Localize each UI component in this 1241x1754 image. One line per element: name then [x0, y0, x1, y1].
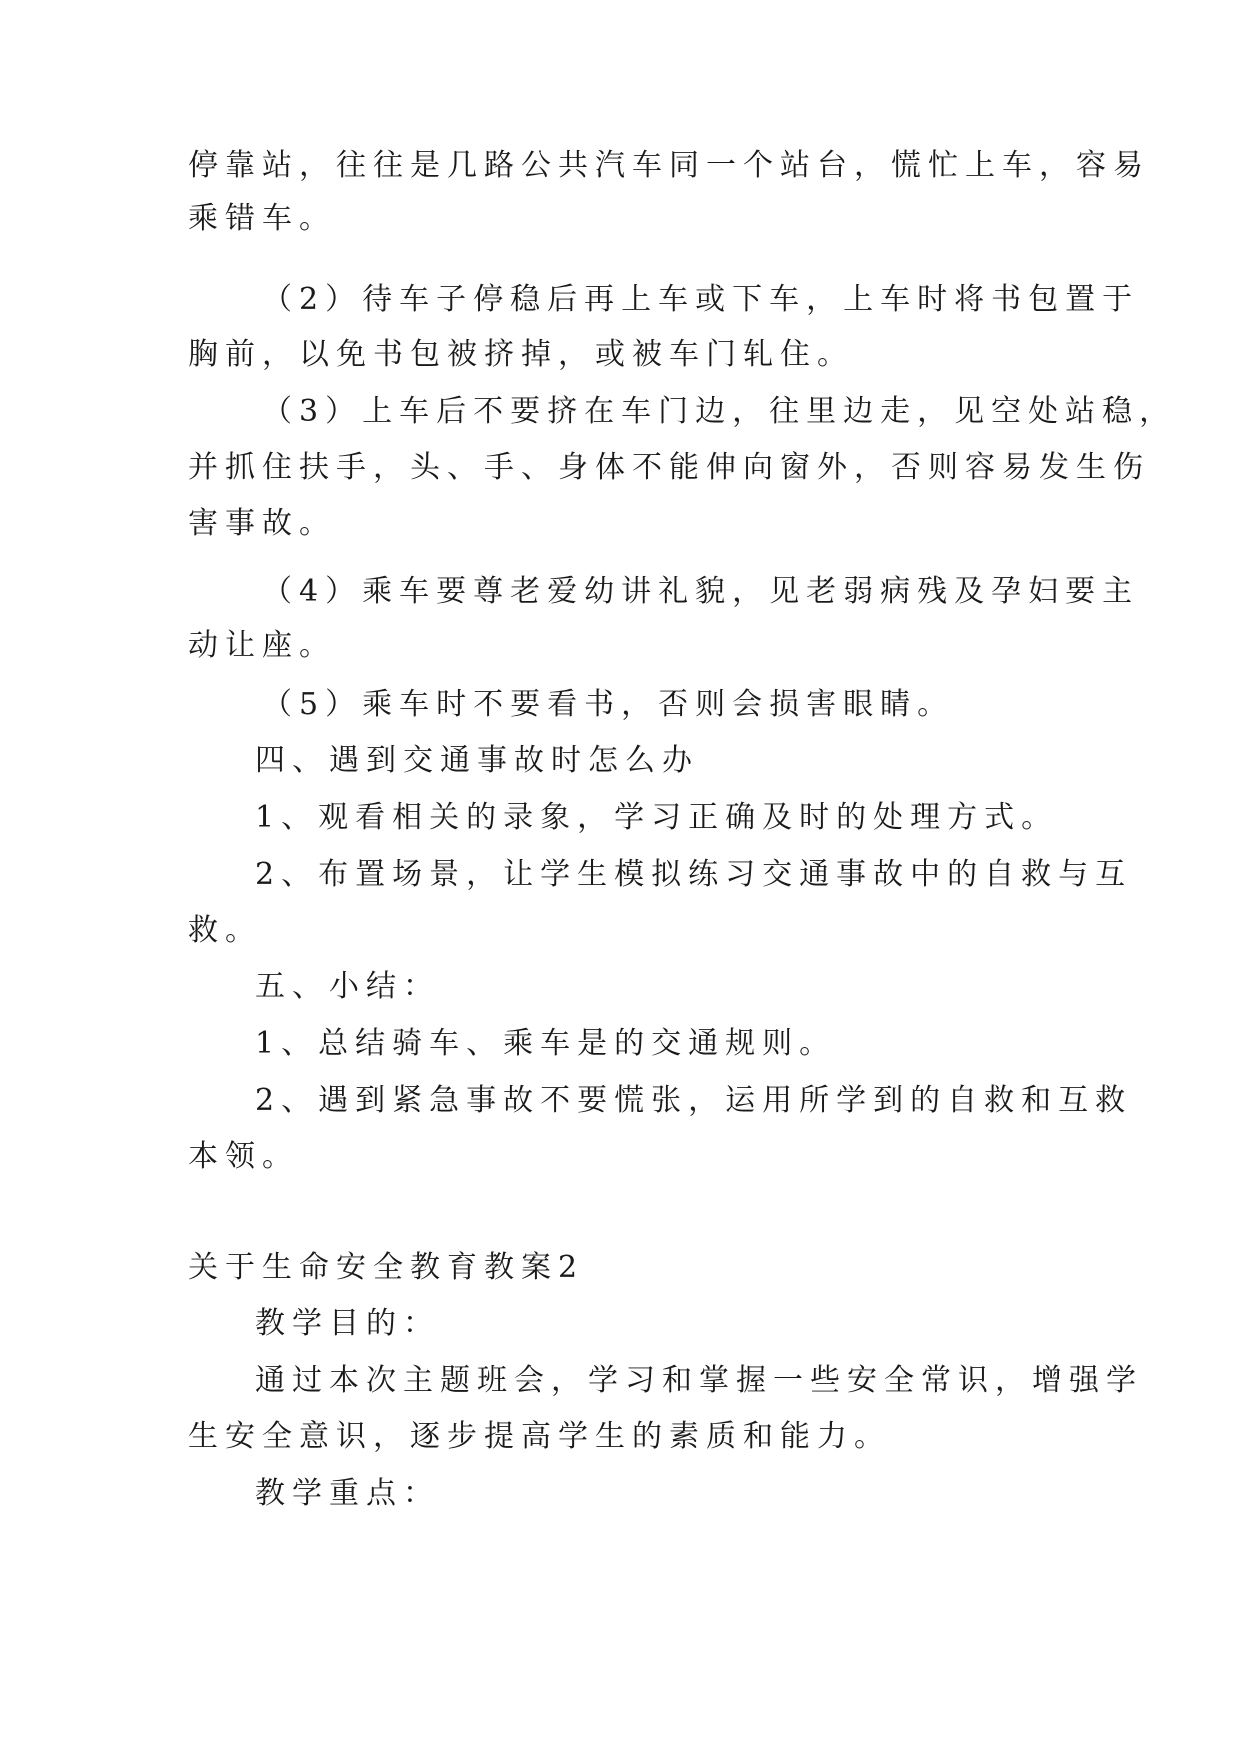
teaching-focus-heading: 教学重点：	[255, 1476, 440, 1511]
paragraph-line: 停靠站，往往是几路公共汽车同一个站台，慌忙上车，容易	[188, 148, 1150, 183]
paragraph-line: 生安全意识，逐步提高学生的素质和能力。	[188, 1419, 891, 1454]
paragraph-line: 通过本次主题班会，学习和掌握一些安全常识，增强学	[255, 1363, 1143, 1398]
list-item-4-line: （4）乘车要尊老爱幼讲礼貌，见老弱病残及孕妇要主	[262, 574, 1140, 609]
document-title: 关于生命安全教育教案2	[188, 1250, 585, 1285]
paragraph-line: 本领。	[188, 1139, 299, 1174]
list-item-2-line: 2、布置场景，让学生模拟练习交通事故中的自救与互	[255, 857, 1133, 892]
section-heading-4: 四、遇到交通事故时怎么办	[255, 743, 699, 778]
section-heading-5: 五、小结：	[255, 969, 440, 1004]
paragraph-line: 并抓住扶手，头、手、身体不能伸向窗外，否则容易发生伤	[188, 450, 1150, 485]
list-item-5-line: （5）乘车时不要看书，否则会损害眼睛。	[262, 687, 955, 722]
paragraph-line: 救。	[188, 913, 262, 948]
list-item-1-line: 1、观看相关的录象，学习正确及时的处理方式。	[255, 800, 1059, 835]
list-item-2-line: （2）待车子停稳后再上车或下车，上车时将书包置于	[262, 282, 1140, 317]
list-item-2-line: 2、遇到紧急事故不要慌张，运用所学到的自救和互救	[255, 1083, 1133, 1118]
paragraph-line: 胸前，以免书包被挤掉，或被车门轧住。	[188, 337, 854, 372]
list-item-3-line: （3）上车后不要挤在车门边，往里边走，见空处站稳，	[262, 394, 1177, 429]
list-item-1-line: 1、总结骑车、乘车是的交通规则。	[255, 1026, 837, 1061]
paragraph-line: 动让座。	[188, 628, 336, 663]
paragraph-line: 乘错车。	[188, 201, 336, 236]
teaching-goal-heading: 教学目的：	[255, 1306, 440, 1341]
paragraph-line: 害事故。	[188, 506, 336, 541]
